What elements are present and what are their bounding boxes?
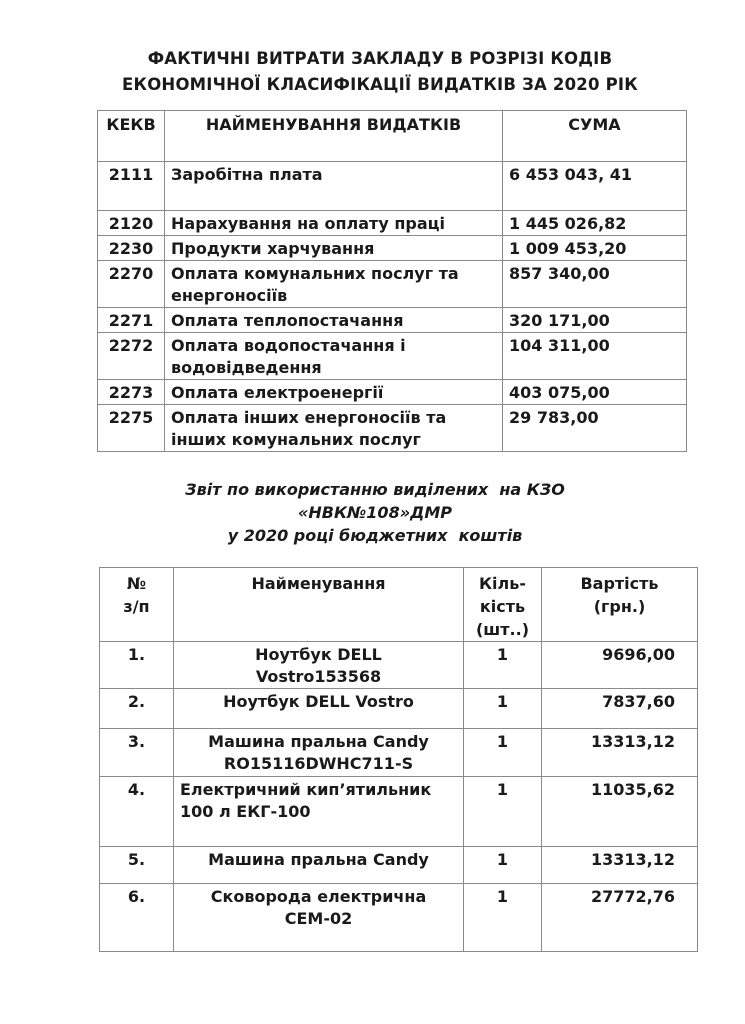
table-row bbox=[98, 308, 687, 333]
table-row bbox=[98, 211, 687, 236]
header-expense-name: НАЙМЕНУВАННЯ ВИДАТКІВ bbox=[165, 111, 503, 162]
item-cost: 13313,12 bbox=[542, 847, 698, 884]
report-header-row bbox=[100, 568, 698, 642]
expense-sum: 6 453 043, 41 bbox=[503, 162, 687, 211]
item-number: 6. bbox=[100, 884, 174, 952]
item-cost: 11035,62 bbox=[542, 777, 698, 847]
expense-sum: 29 783,00 bbox=[503, 405, 687, 452]
header-number: № з/п bbox=[100, 568, 174, 642]
table-row bbox=[100, 642, 698, 689]
item-number: 3. bbox=[100, 729, 174, 777]
item-number: 2. bbox=[100, 689, 174, 729]
expense-name: Продукти харчування bbox=[165, 236, 503, 261]
document-title-line1: ФАКТИЧНІ ВИТРАТИ ЗАКЛАДУ В РОЗРІЗІ КОДІВ bbox=[147, 49, 613, 68]
expense-name: Оплата інших енергоносіїв та інших комунальних послуг bbox=[165, 405, 503, 452]
expense-sum: 1 445 026,82 bbox=[503, 211, 687, 236]
header-quantity: Кіль- кість (шт..) bbox=[464, 568, 542, 642]
table-row bbox=[98, 380, 687, 405]
report-title-line1: Звіт по використанню виділених на КЗО bbox=[185, 480, 565, 499]
item-quantity: 1 bbox=[464, 729, 542, 777]
table-row bbox=[98, 333, 687, 380]
expense-name: Заробітна плата bbox=[165, 162, 503, 211]
expense-sum: 104 311,00 bbox=[503, 333, 687, 380]
item-cost: 9696,00 bbox=[542, 642, 698, 689]
expense-sum: 403 075,00 bbox=[503, 380, 687, 405]
table-row bbox=[98, 261, 687, 308]
expense-sum: 1 009 453,20 bbox=[503, 236, 687, 261]
item-quantity: 1 bbox=[464, 847, 542, 884]
expense-sum: 857 340,00 bbox=[503, 261, 687, 308]
item-name: Ноутбук DELL Vostro bbox=[174, 689, 464, 729]
report-title-line3: у 2020 році бюджетних коштів bbox=[227, 526, 523, 545]
header-item-name: Найменування bbox=[174, 568, 464, 642]
header-sum: СУМА bbox=[503, 111, 687, 162]
item-number: 5. bbox=[100, 847, 174, 884]
item-number: 1. bbox=[100, 642, 174, 689]
expense-code: 2270 bbox=[98, 261, 165, 308]
item-name: Машина пральна Candy bbox=[174, 847, 464, 884]
expenses-header-row bbox=[98, 111, 687, 162]
document-title bbox=[60, 46, 700, 98]
item-name: Сковорода електрична СЕМ-02 bbox=[174, 884, 464, 952]
expense-name: Оплата теплопостачання bbox=[165, 308, 503, 333]
expense-code: 2273 bbox=[98, 380, 165, 405]
table-row bbox=[100, 777, 698, 847]
expense-name: Нарахування на оплату праці bbox=[165, 211, 503, 236]
header-kekv: КЕКВ bbox=[98, 111, 165, 162]
expense-name: Оплата електроенергії bbox=[165, 380, 503, 405]
item-cost: 27772,76 bbox=[542, 884, 698, 952]
expense-code: 2275 bbox=[98, 405, 165, 452]
table-row bbox=[100, 847, 698, 884]
expense-code: 2272 bbox=[98, 333, 165, 380]
table-row bbox=[100, 729, 698, 777]
expense-name: Оплата комунальних послуг та енергоносіїв bbox=[165, 261, 503, 308]
table-row bbox=[98, 162, 687, 211]
item-cost: 7837,60 bbox=[542, 689, 698, 729]
expenses-table bbox=[97, 110, 687, 452]
item-quantity: 1 bbox=[464, 642, 542, 689]
table-row bbox=[100, 689, 698, 729]
table-row bbox=[100, 884, 698, 952]
item-name: Машина пральна Candy RO15116DWHC711-S bbox=[174, 729, 464, 777]
item-number: 4. bbox=[100, 777, 174, 847]
expense-code: 2111 bbox=[98, 162, 165, 211]
item-name: Електричний кип’ятильник 100 л ЕКГ-100 bbox=[174, 777, 464, 847]
table-row bbox=[98, 405, 687, 452]
expense-sum: 320 171,00 bbox=[503, 308, 687, 333]
item-quantity: 1 bbox=[464, 884, 542, 952]
header-cost: Вартість (грн.) bbox=[542, 568, 698, 642]
item-quantity: 1 bbox=[464, 777, 542, 847]
item-quantity: 1 bbox=[464, 689, 542, 729]
expense-name: Оплата водопостачання і водовідведення bbox=[165, 333, 503, 380]
expense-code: 2271 bbox=[98, 308, 165, 333]
item-cost: 13313,12 bbox=[542, 729, 698, 777]
report-title-line2: «НВК№108»ДМР bbox=[297, 503, 452, 522]
expense-code: 2120 bbox=[98, 211, 165, 236]
report-title bbox=[150, 478, 600, 547]
document-title-line2: ЕКОНОМІЧНОЇ КЛАСИФІКАЦІЇ ВИДАТКІВ ЗА 2020 РІК bbox=[122, 75, 638, 94]
report-table bbox=[99, 567, 698, 952]
table-row bbox=[98, 236, 687, 261]
item-name: Ноутбук DELL Vostro153568 bbox=[174, 642, 464, 689]
expense-code: 2230 bbox=[98, 236, 165, 261]
